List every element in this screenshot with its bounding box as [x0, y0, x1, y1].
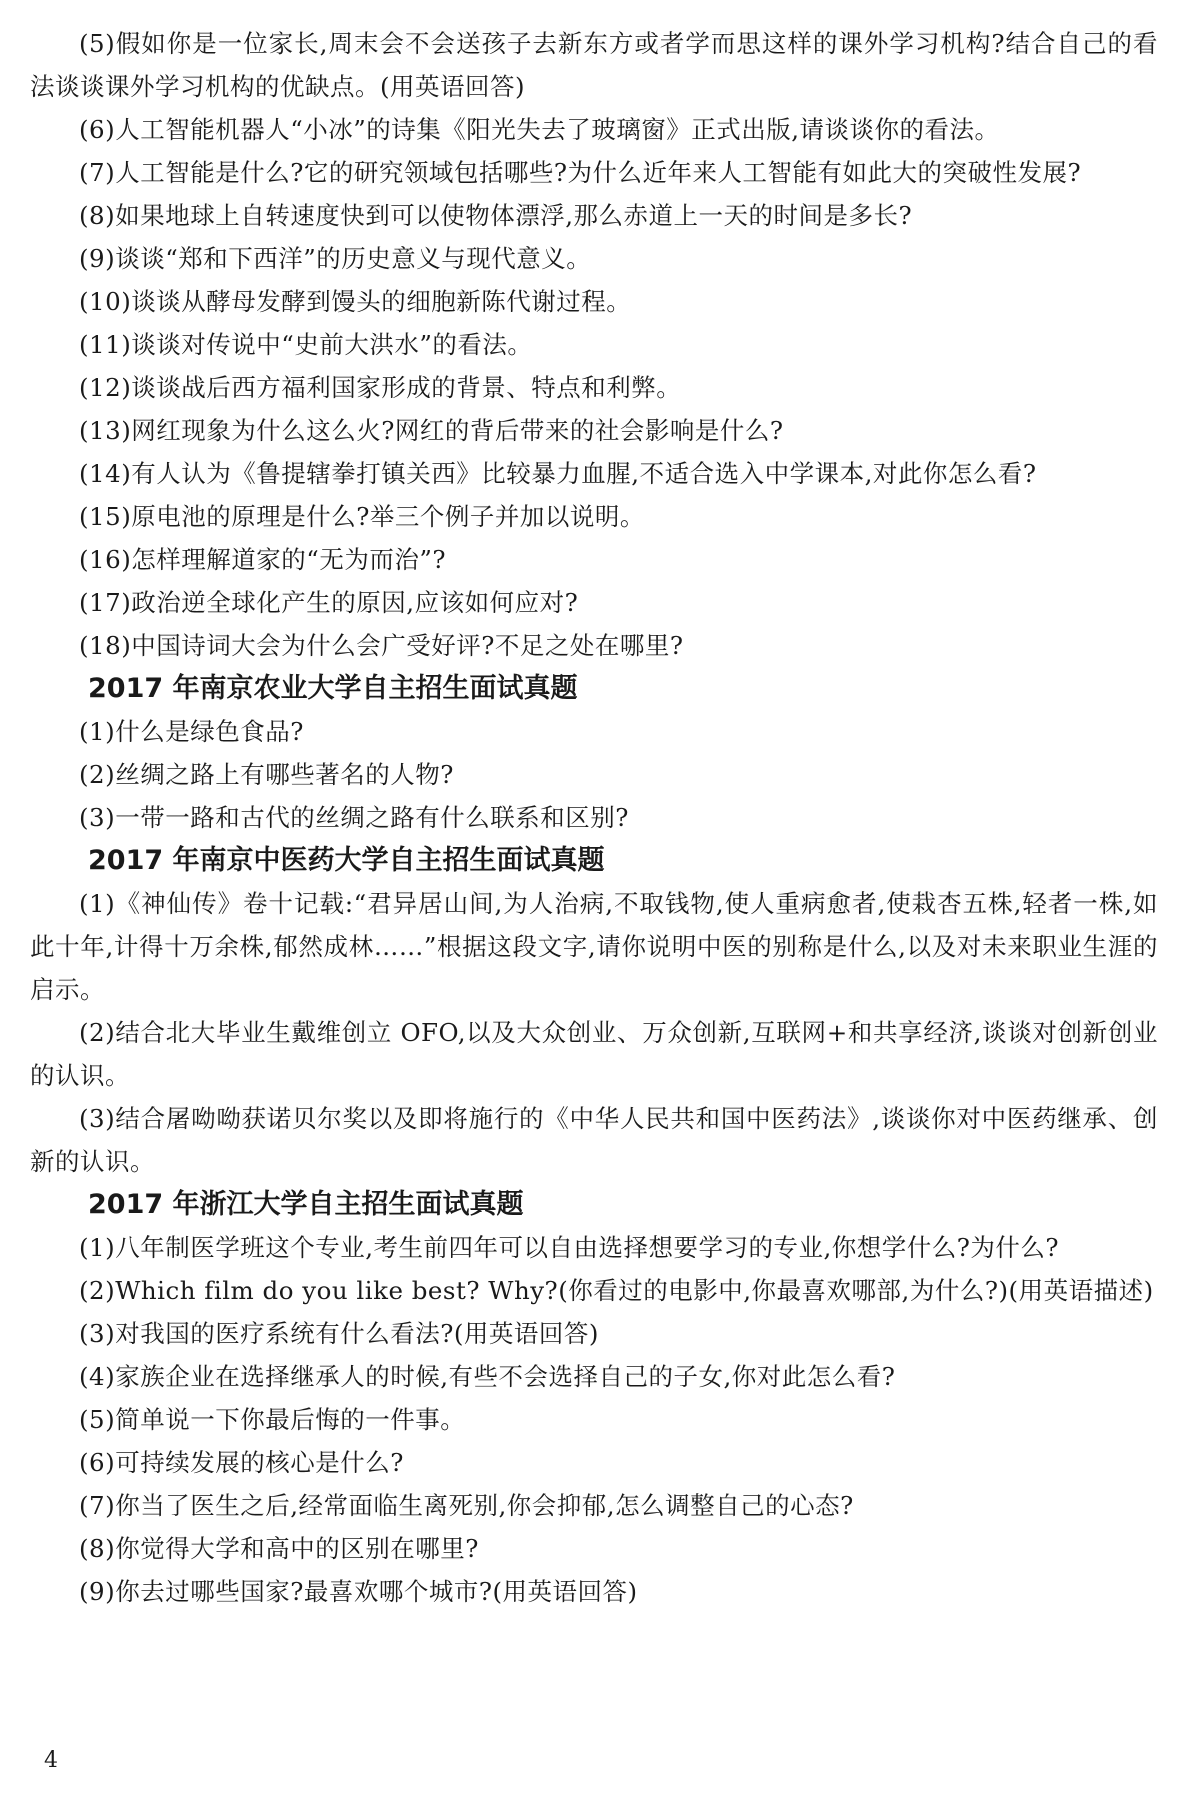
question-item: (8)你觉得大学和高中的区别在哪里? [79, 1534, 479, 1563]
question-item: (18)中国诗词大会为什么会广受好评?不足之处在哪里? [79, 631, 684, 660]
question-item: (3)对我国的医疗系统有什么看法?(用英语回答) [79, 1319, 599, 1348]
question-item: (7)人工智能是什么?它的研究领域包括哪些?为什么近年来人工智能有如此大的突破性发展? [79, 158, 1082, 187]
question-item: (13)网红现象为什么这么火?网红的背后带来的社会影响是什么? [79, 416, 784, 445]
page-number: 4 [44, 1748, 58, 1773]
question-item: (3)结合屠呦呦获诺贝尔奖以及即将施行的《中华人民共和国中医药法》,谈谈你对中医药继承、创新的认识。 [30, 1104, 1158, 1176]
question-item: (16)怎样理解道家的“无为而治”? [79, 545, 446, 574]
question-item: (4)家族企业在选择继承人的时候,有些不会选择自己的子女,你对此怎么看? [79, 1362, 896, 1391]
question-item: (2)结合北大毕业生戴维创立 OFO,以及大众创业、万众创新,互联网+和共享经济,谈谈对创新创业的认识。 [30, 1018, 1158, 1090]
question-item: (14)有人认为《鲁提辖拳打镇关西》比较暴力血腥,不适合选入中学课本,对此你怎么看? [79, 459, 1037, 488]
question-item: (6)可持续发展的核心是什么? [79, 1448, 404, 1477]
question-item: (1)八年制医学班这个专业,考生前四年可以自由选择想要学习的专业,你想学什么?为什么? [79, 1233, 1060, 1262]
question-item: (1)《神仙传》卷十记载:“君异居山间,为人治病,不取钱物,使人重病愈者,使栽杏五株,轻者一株,如此十年,计得十万余株,郁然成林……”根据这段文字,请你说明中医的别称是什么,以及对未来职业生涯的启示。 [30, 889, 1158, 1004]
question-item: (9)谈谈“郑和下西洋”的历史意义与现代意义。 [79, 244, 592, 273]
question-item: (15)原电池的原理是什么?举三个例子并加以说明。 [79, 502, 645, 531]
question-item: (8)如果地球上自转速度快到可以使物体漂浮,那么赤道上一天的时间是多长? [79, 201, 913, 230]
question-item: (5)假如你是一位家长,周末会不会送孩子去新东方或者学而思这样的课外学习机构?结合自己的看法谈谈课外学习机构的优缺点。(用英语回答) [30, 29, 1158, 101]
question-item: (7)你当了医生之后,经常面临生离死别,你会抑郁,怎么调整自己的心态? [79, 1491, 854, 1520]
section-zhejiang [30, 1183, 1158, 1613]
section-heading: 2017 年南京中医药大学自主招生面试真题 [88, 845, 605, 876]
question-item: (3)一带一路和古代的丝绸之路有什么联系和区别? [79, 803, 629, 832]
question-item: (11)谈谈对传说中“史前大洪水”的看法。 [79, 330, 533, 359]
question-list-continued [30, 22, 1158, 667]
question-item: (6)人工智能机器人“小冰”的诗集《阳光失去了玻璃窗》正式出版,请谈谈你的看法。 [79, 115, 1000, 144]
question-item: (1)什么是绿色食品? [79, 717, 304, 746]
question-item: (10)谈谈从酵母发酵到馒头的细胞新陈代谢过程。 [79, 287, 632, 316]
question-item: (2)丝绸之路上有哪些著名的人物? [79, 760, 454, 789]
question-item: (2)Which film do you like best? Why?(你看过的电影中,你最喜欢哪部,为什么?)(用英语描述) [79, 1276, 1154, 1305]
section-heading: 2017 年浙江大学自主招生面试真题 [88, 1189, 524, 1220]
section-nanjing-agricultural [30, 667, 1158, 839]
section-heading: 2017 年南京农业大学自主招生面试真题 [88, 673, 578, 704]
question-item: (12)谈谈战后西方福利国家形成的背景、特点和利弊。 [79, 373, 682, 402]
question-item: (9)你去过哪些国家?最喜欢哪个城市?(用英语回答) [79, 1577, 638, 1606]
document-page [30, 22, 1158, 1613]
question-item: (5)简单说一下你最后悔的一件事。 [79, 1405, 466, 1434]
question-item: (17)政治逆全球化产生的原因,应该如何应对? [79, 588, 579, 617]
section-nanjing-tcm [30, 839, 1158, 1183]
